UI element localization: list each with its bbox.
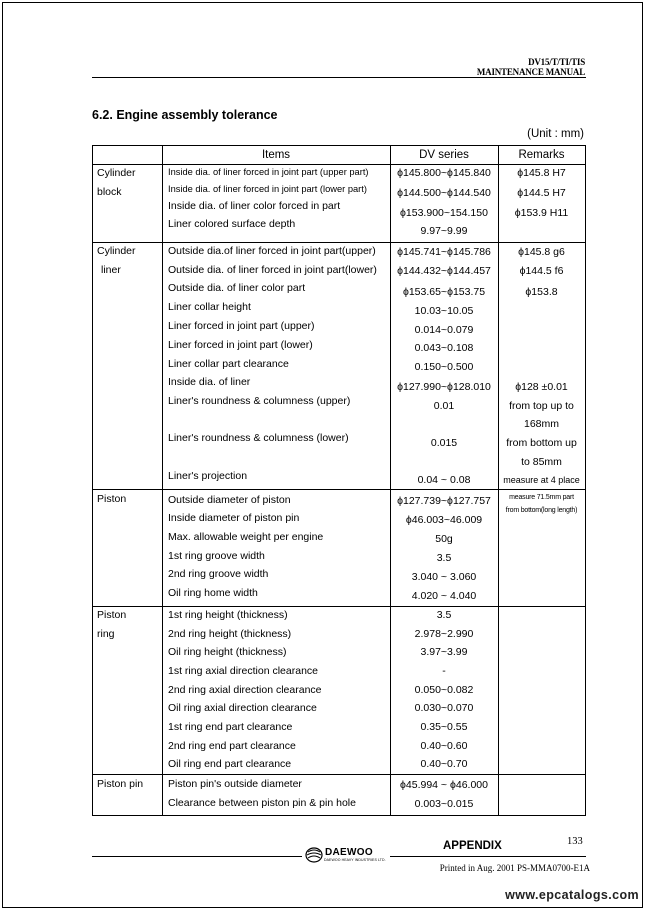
item-label: Liner's roundness & columness (upper): [168, 395, 351, 407]
remark: from bottom(long length): [505, 507, 578, 514]
remark: 168mm: [523, 418, 559, 430]
column-header-dv-series: DV series: [419, 149, 469, 161]
dv-value: 0.050~0.082: [414, 684, 474, 696]
item-label: Outside dia. of liner color part: [168, 282, 306, 294]
dv-value: ϕ153.900~154.150: [400, 207, 488, 219]
item-label: Oil ring home width: [168, 587, 258, 599]
item-label: Inside dia. of liner forced in joint part (lower part): [168, 184, 367, 194]
column-header-remarks: Remarks: [518, 149, 565, 161]
item-label: 2nd ring height (thickness): [168, 628, 292, 640]
dv-value: 0.015: [430, 437, 458, 449]
remark: ϕ144.5 f6: [519, 265, 564, 277]
page-number: 133: [567, 836, 583, 847]
dv-value: 0.04 ~ 0.08: [417, 474, 471, 486]
dv-value: 3.5: [436, 609, 452, 621]
remark: from bottom up: [506, 437, 577, 449]
item-label: Liner colored surface depth: [168, 218, 296, 230]
category-label: Cylinder: [97, 245, 136, 257]
logo-wordmark: DAEWOO: [325, 847, 373, 858]
dv-value: 3.5: [436, 552, 452, 564]
dv-value: 4.020 ~ 4.040: [411, 590, 477, 602]
dv-value: ϕ127.739~ϕ127.757: [397, 495, 491, 507]
remark: ϕ145.8 H7: [517, 167, 566, 179]
item-label: 1st ring height (thickness): [168, 609, 288, 621]
category-label: Piston pin: [97, 778, 144, 790]
item-label: Outside dia. of liner forced in joint part(lower): [168, 264, 377, 276]
watermark: www.epcatalogs.com: [505, 888, 639, 902]
header-model: DV15/T/TI/TIS: [528, 57, 585, 67]
dv-value: 0.40~0.70: [420, 758, 468, 770]
dv-value: 9.97~9.99: [420, 225, 468, 237]
dv-value: 0.030~0.070: [414, 702, 474, 714]
dv-value: 0.35~0.55: [420, 721, 468, 733]
item-label: Inside diameter of piston pin: [168, 512, 300, 524]
dv-value: 2.978~2.990: [414, 628, 474, 640]
item-label: Inside dia. of liner: [168, 376, 251, 388]
remark: ϕ144.5 H7: [517, 187, 566, 199]
category-label: Cylinder: [97, 167, 136, 179]
header-manual: MAINTENANCE MANUAL: [476, 67, 585, 77]
item-label: 2nd ring groove width: [168, 568, 269, 580]
dv-value: 0.40~0.60: [420, 740, 468, 752]
item-label: Oil ring height (thickness): [168, 646, 287, 658]
dv-value: -: [442, 665, 446, 677]
remark: ϕ153.8: [525, 286, 558, 298]
column-header-items: Items: [261, 149, 291, 161]
dv-value: 0.150~0.500: [414, 361, 474, 373]
item-label: Clearance between piston pin & pin hole: [168, 797, 356, 809]
dv-value: ϕ144.432~ϕ144.457: [397, 265, 491, 277]
remark: measure 71.5mm part: [509, 494, 574, 501]
dv-value: 3.97~3.99: [420, 646, 468, 658]
daewoo-logo: [305, 846, 389, 864]
dv-value: ϕ144.500~ϕ144.540: [397, 187, 491, 199]
item-label: Max. allowable weight per engine: [168, 531, 324, 543]
dv-value: 0.003~0.015: [414, 798, 474, 810]
dv-value: 10.03~10.05: [414, 305, 474, 317]
item-label: Liner's projection: [168, 470, 248, 482]
remark: ϕ145.8 g6: [518, 246, 565, 258]
print-info: Printed in Aug. 2001 PS-MMA0700-E1A: [439, 863, 590, 873]
dv-value: 0.014~0.079: [414, 324, 474, 336]
item-label: Liner collar part clearance: [168, 358, 289, 370]
item-label: Outside dia.of liner forced in joint part(upper): [168, 245, 376, 257]
dv-value: ϕ153.65~ϕ153.75: [402, 286, 486, 298]
item-label: Outside diameter of piston: [168, 494, 291, 506]
dv-value: 0.043~0.108: [414, 342, 474, 354]
dv-value: ϕ145.741~ϕ145.786: [397, 246, 491, 258]
item-label: Liner forced in joint part (lower): [168, 339, 313, 351]
item-label: Liner collar height: [168, 301, 251, 313]
item-label: Liner forced in joint part (upper): [168, 320, 315, 332]
dv-value: ϕ45.994 ~ ϕ46.000: [400, 779, 488, 791]
dv-value: ϕ127.990~ϕ128.010: [397, 381, 491, 393]
category-label: Piston: [97, 609, 127, 621]
item-label: Piston pin's outside diameter: [168, 778, 302, 790]
appendix-label: APPENDIX: [443, 840, 502, 852]
dv-value: ϕ145.800~ϕ145.840: [397, 167, 491, 179]
item-label: Oil ring end part clearance: [168, 758, 292, 770]
item-label: Oil ring axial direction clearance: [168, 702, 317, 714]
remark: from top up to: [509, 400, 574, 412]
category-label: liner: [101, 264, 121, 276]
logo-subtitle: DAEWOO HEAVY INDUSTRIES LTD.: [324, 858, 386, 862]
footer-rule: [92, 856, 302, 857]
dv-value: ϕ46.003~46.009: [405, 514, 483, 526]
header-rule: [92, 77, 586, 78]
dv-value: 3.040 ~ 3.060: [411, 571, 477, 583]
item-label: Liner's roundness & columness (lower): [168, 432, 349, 444]
category-label: block: [97, 186, 122, 198]
remark: ϕ128 ±0.01: [515, 381, 568, 393]
item-label: 2nd ring end part clearance: [168, 740, 296, 752]
item-label: Inside dia. of liner forced in joint part (upper part): [168, 167, 369, 177]
running-header: [477, 57, 585, 77]
item-label: 1st ring groove width: [168, 550, 265, 562]
dv-value: 50g: [435, 533, 453, 545]
daewoo-emblem-icon: [305, 847, 323, 863]
item-label: 2nd ring axial direction clearance: [168, 684, 322, 696]
remark: to 85mm: [521, 456, 562, 468]
unit-note: (Unit : mm): [527, 128, 584, 140]
category-label: Piston: [97, 493, 127, 505]
item-label: 1st ring axial direction clearance: [168, 665, 318, 677]
item-label: 1st ring end part clearance: [168, 721, 293, 733]
remark: measure at 4 place: [503, 475, 580, 485]
dv-value: 0.01: [433, 400, 455, 412]
section-title: 6.2. Engine assembly tolerance: [92, 108, 278, 122]
item-label: Inside dia. of liner color forced in part: [168, 200, 341, 212]
remark: ϕ153.9 H11: [514, 207, 569, 219]
footer-rule: [390, 856, 586, 857]
category-label: ring: [97, 628, 115, 640]
